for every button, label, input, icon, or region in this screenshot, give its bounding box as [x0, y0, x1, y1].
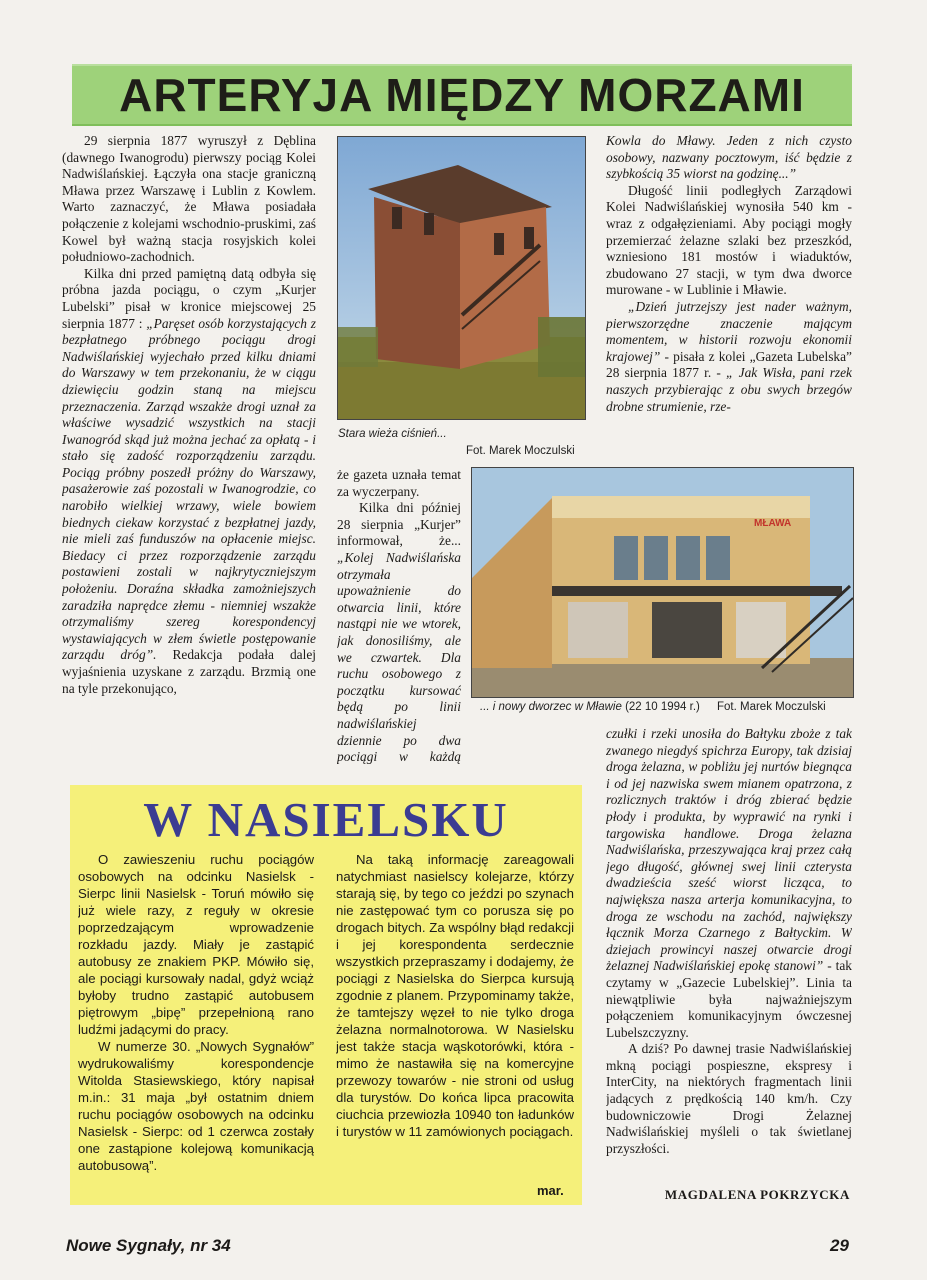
- article-paragraph: [62, 266, 316, 697]
- article-paragraph: Kowla do Mławy. Jeden z nich czysto osobowy, nazwany pocztowym, iść będzie z szybkością 35 wiorst na godzinę...”: [606, 133, 852, 182]
- paragraph-text: - pisała z kolei „Gazeta Lubelska” 28 sierpnia 1877 r. -: [606, 348, 852, 381]
- article-paragraph: że gazeta uznała temat za wyczerpany.: [337, 467, 461, 499]
- headline-bar: [72, 64, 852, 126]
- box-signature: mar.: [537, 1183, 564, 1198]
- gazeta-quote: czułki i rzeki unosiła do Bałtyku zboże z tak zwanego niegdyś spichrza Europy, tak dzisiaj droga żelazna, w pobliżu jej nurtów biegnąca i od jej nazwiska swem mianem opatrzona, z rozlicznych traktów i dróg zbierać będzie płody i produkta, by wyprawić na rynki i targowiska handlowe. Droga żelazna Nadwiślańska, przeszywająca kraj przez całą jego długość, głównej swej linii czterysta dwadzieścia sześć wiorst licząca, to największa nasza arterja komunikacyjna, to droga ze wschodu na zachód, największy łącznik Morza Czarnego z Bałtyckim. W dziejach prowincyi naszej otwarcie drogi żelaznej Nadwiślańskiej epokę stanowi”: [606, 726, 852, 974]
- box-paragraph: W numerze 30. „Nowych Sygnałów” wydrukowaliśmy korespondencje Witolda Stasiewskiego, który napisał m.in.: 31 maja „był ostatnim dniem ruchu pociągów osobowych na odcinku Nasielsk - Sierpc: od 1 czerwca zostały one zastąpione kolejową komunikacją autobusową”.: [78, 1039, 314, 1173]
- kurjer-quote: „Paręset osób korzystających z bezpłatnego próbnego pociągu drogi Nadwiślańskiej wyjechało przed kilku dniami do Warszawy w tem przekonaniu, że w ciągu dziewięciu godzin staną na miejscu przeznaczenia. Zarząd wszakże drogi uznał za właściwe wysadzić wszystkich na stacji Iwanogród skąd już można jechać za opłatą - i stało się zadość rozporządzeniu zarządu. Pociąg próbny poszedł próżny do Warszawy, pasażerowie zaś pozostali w Iwanogrodzie, co narobiło wielkiej wrzawy, wiele bowiem biednych ciekaw korzystać z bezpłatnej jazdy, nie mieli zaś funduszów na opłacenie miejsc. Biedacy ci przez rozporządzenie zarządu postawieni zostali w najkrytyczniejszym położeniu. Doraźna składka zamożniejszych zaradziła naprędce złemu - niemniej wszakże otrzymaliśmy szereg korespondencyj wystawiających w złem świetle postępowanie zarządu dróg”.: [62, 315, 316, 663]
- gazeta-quote: „Dzień jutrzejszy jest nader ważnym, pierwszorzędne znaczenie mającym momentem, w historii rozwoju ekonomii krajowej”: [606, 298, 852, 364]
- article-column-3-bottom: [606, 726, 852, 1182]
- photo2-caption-right: Fot. Marek Moczulski: [717, 701, 826, 713]
- article-paragraph: [337, 500, 461, 767]
- article-column-3-top: [606, 133, 852, 455]
- station-sign: MŁAWA: [754, 518, 792, 529]
- paragraph-text: Kilka dni przed pamiętną datą odbyła się próbna jazda pociągu, o czym „Kurjer Lubelski” pisał w kronice miejscowej 25 sierpnia 1877 :: [62, 265, 316, 331]
- page-number: 29: [830, 1236, 849, 1255]
- article-column-2-top: [337, 467, 461, 767]
- photo1-caption-left: Stara wieża ciśnień...: [338, 428, 447, 440]
- article-paragraph: Długość linii podległych Zarządowi Kolei Nadwiślańskiej wynosiła 540 km - wraz z odgałęzieniami. Aby pociągi mogły przemierzać żelazne szlaki bez przeszkód, wzniesiono 181 mostów i wiaduktów, zbudowano 27 stacji, w tym dwa dworce murowane - w Lublinie i Mławie.: [606, 182, 852, 298]
- water-tower-image: [338, 137, 585, 419]
- kurjer-quote: „Kolej Nadwiślańska otrzymała upoważnienie do otwarcia linii, które nastąpi nie we wtorek, jak donosiliśmy, ale we czwartek. Dla ruchu osobowego z początku kursować będą po linii nadwiślańskiej dziennie po dwa pociągi w każdą: [337, 549, 461, 765]
- article-author: MAGDALENA POKRZYCKA: [664, 1187, 850, 1202]
- box-column-right: [336, 851, 574, 1181]
- paragraph-text: Redakcja podała dalej wyjaśnienia uzyskane z zarządu. Brzmią one na tyle przekonująco,: [62, 647, 316, 696]
- article-paragraph: A dziś? Po dawnej trasie Nadwiślańskiej mkną pociągi pospieszne, ekspresy i InterCity, na niektórych fragmentach linii jadących z prędkością 140 km/h. Czy budowniczowie Drogi Żelaznej Nadwiślańskiej myśleli o tak świetlanej przyszłości.: [606, 1041, 852, 1156]
- article-column-1: [62, 133, 316, 773]
- paragraph-text: Kilka dni później 28 sierpnia „Kurjer” informował, że...: [337, 500, 461, 549]
- gazeta-quote: „ Jak Wisła, pani rzek naszych przybierając z obu swych brzegów drobne strumienie, rze-: [606, 365, 852, 414]
- article-paragraph: [606, 299, 852, 415]
- paragraph-text: - tak czytamy w „Gazecie Lubelskiej”. Linia ta niewątpliwie była najważniejszym połączeniem komunikacyjnym ówczesnej Lubelszczyzny.: [606, 958, 852, 1040]
- box-paragraph: O zawieszeniu ruchu pociągów osobowych na odcinku Nasielsk - Sierpc linii Nasielsk - Toruń mówiło się już wiele razy, z reguły w okresie poprzedzającym wprowadzenie rozkładu jazdy. Miały je zastąpić autobusy ze znakiem PKP. Mówiło się, ale pociągi kursowały nadal, gdyż wciąż byłoby trudno zastąpić autobusem piętrowym „bipę” przepełnioną rano ludźmi jadącymi do pracy.: [78, 852, 314, 1037]
- photo1-caption-right: Fot. Marek Moczulski: [466, 445, 575, 457]
- mlawa-station-photo: [471, 467, 854, 698]
- station-image: [472, 468, 853, 697]
- water-tower-photo: [337, 136, 586, 420]
- box-title: W NASIELSKU: [143, 792, 509, 847]
- box-paragraph: Na taką informację zareagowali natychmiast nasielscy kolejarze, którzy starają się, by tego co jeździ po szynach nie zastępować tym co porusza się po drogach bitych. Za wspólny błąd redakcji i jej korespondenta serdecznie wszystkich przepraszamy i dodajemy, że pociągi z Nasielska do Sierpca kursują zgodnie z planem. Przypominamy także, że tamtejszy węzeł to nie tylko droga żelazna normalnotorowa. W Nasielsku jest także stacja wąskotorówki, która - mimo że nastawiła się na komercyjne przewozy towarów - nie stroni od usług dla turystów. Do końca lipca pracowita ciuchcia przewiozła 10940 ton ładunków i turystów w 11 zamówionych pociągach.: [336, 852, 574, 1139]
- publication-footer: Nowe Sygnały, nr 34: [66, 1236, 231, 1255]
- article-paragraph: [606, 726, 852, 1041]
- headline: ARTERYJA MIĘDZY MORZAMI: [119, 69, 805, 121]
- photo2-caption-left: ... i nowy dworzec w Mławie (22 10 1994 r.): [480, 701, 700, 713]
- box-column-left: [78, 851, 314, 1201]
- article-paragraph: 29 sierpnia 1877 wyruszył z Dęblina (dawnego Iwanogrodu) pierwszy pociąg Kolei Nadwiślańskiej. Łączyła ona stacje graniczną Mława przez Warszawę i Lublin z Kowlem. Warto zaznaczyć, że Mława posiadała połączenie z kolejami wschodnio-pruskimi, zaś Kowel był ważną stacja rosyjskich kolei południowo-zachodnich.: [62, 133, 316, 265]
